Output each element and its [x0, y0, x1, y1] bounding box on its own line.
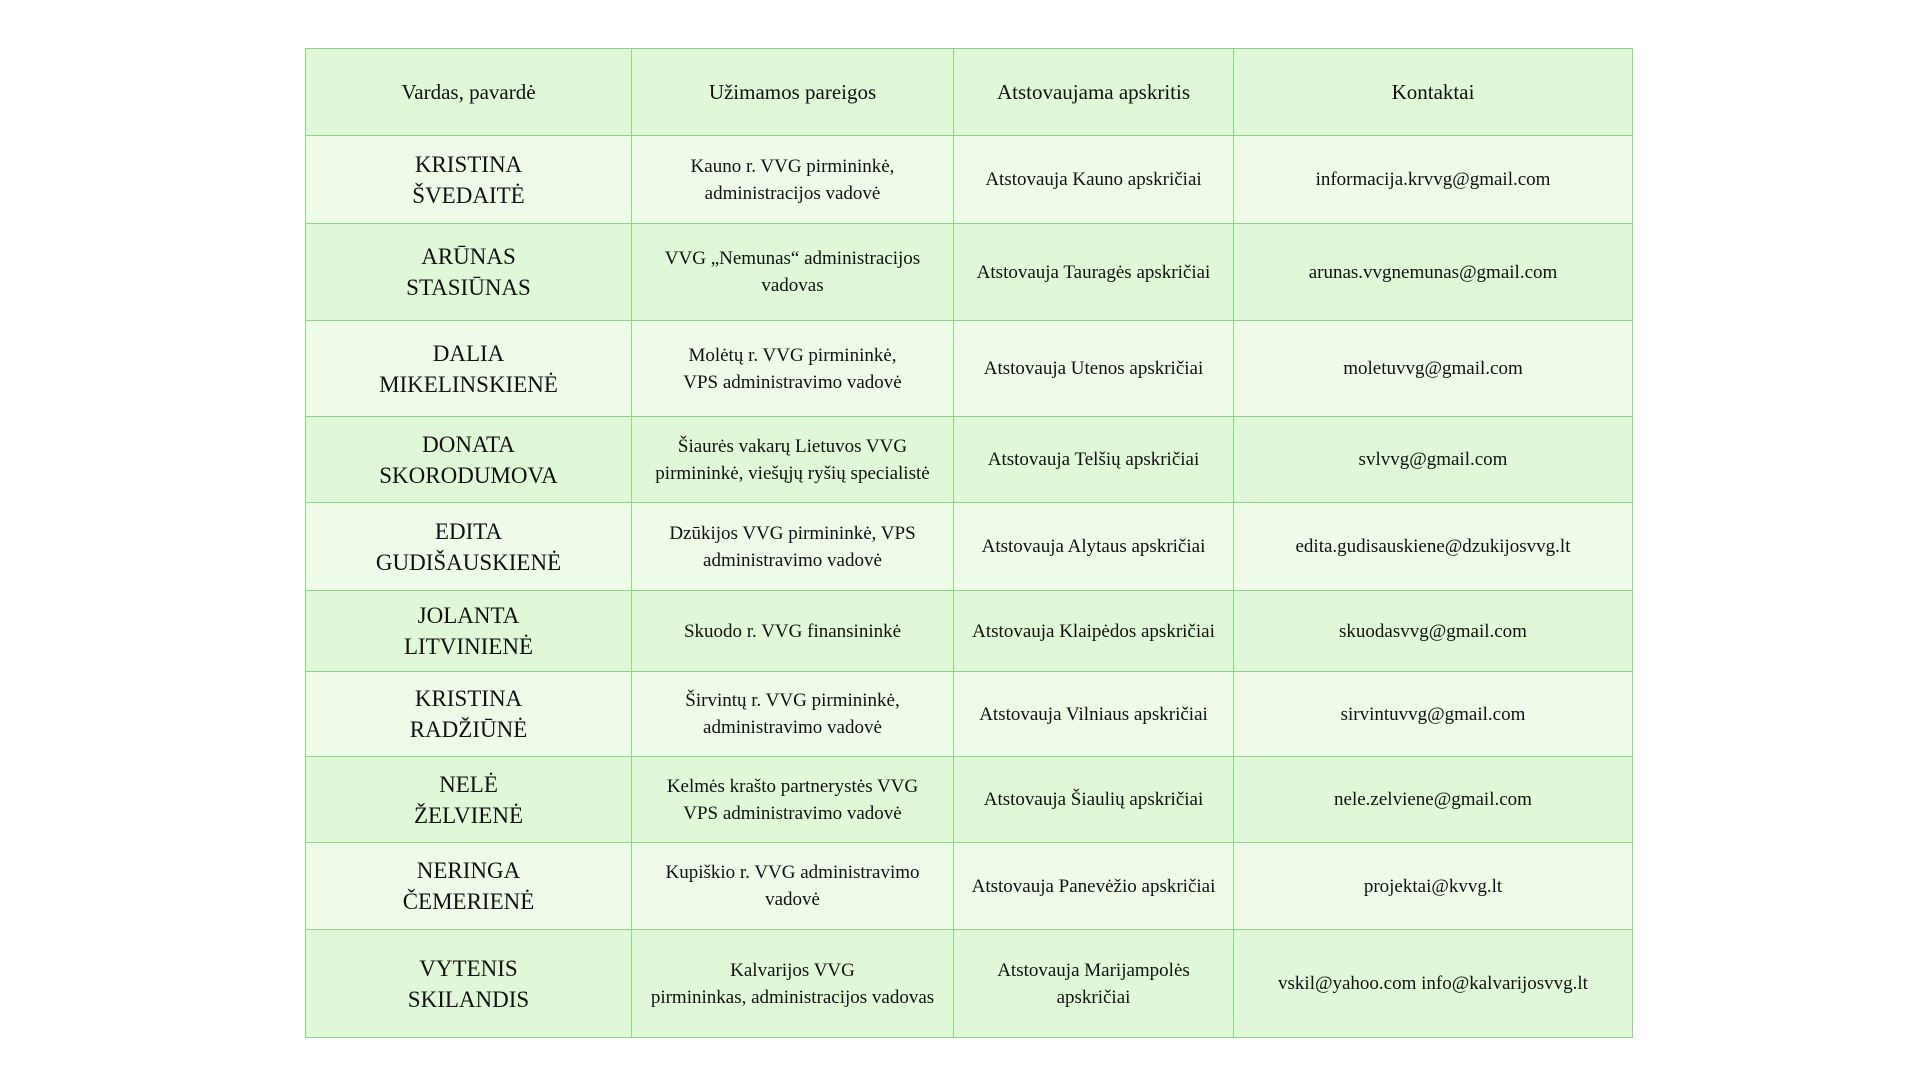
cell-position-line: administravimo vadovė	[703, 717, 882, 738]
cell-region-line: Atstovauja Klaipėdos apskričiai	[972, 620, 1215, 642]
cell-region-line: Atstovauja Alytaus apskričiai	[981, 536, 1206, 557]
cell-name	[306, 224, 632, 321]
cell-name	[306, 136, 632, 224]
table-row	[306, 224, 1633, 321]
cell-position	[632, 672, 954, 757]
cell-position-line: Širvintų r. VVG pirmininkė,	[685, 690, 900, 711]
header-region: Atstovaujama apskritis	[954, 49, 1234, 136]
cell-region	[954, 757, 1234, 843]
cell-name-line: LITVINIENĖ	[403, 634, 533, 659]
cell-name-line: KRISTINA	[414, 151, 523, 177]
cell-name-line: NERINGA	[416, 858, 521, 883]
contacts-table-container	[305, 48, 1632, 1038]
cell-position-line: Kalvarijos VVG	[730, 959, 855, 981]
cell-contact-line[interactable]: moletuvvg@gmail.com	[1343, 358, 1523, 379]
cell-name-line: DALIA	[432, 340, 505, 366]
cell-name	[306, 503, 632, 591]
cell-region-line: Atstovauja Šiaulių apskričiai	[983, 789, 1204, 810]
cell-name-line: VYTENIS	[419, 955, 518, 981]
table-row	[306, 503, 1633, 591]
cell-region	[954, 136, 1234, 224]
cell-contact-line[interactable]: projektai@kvvg.lt	[1363, 875, 1503, 897]
cell-contact[interactable]	[1234, 757, 1633, 843]
cell-position-line: vadovė	[765, 889, 820, 910]
cell-region	[954, 930, 1234, 1038]
table-row	[306, 843, 1633, 930]
cell-position-line: Kauno r. VVG pirmininkė,	[690, 155, 895, 177]
cell-name-line: RADŽIŪNĖ	[409, 717, 528, 742]
cell-contact-line[interactable]: nele.zelviene@gmail.com	[1334, 789, 1532, 810]
cell-position-line: pirmininkas, administracijos vadovas	[650, 986, 935, 1008]
cell-region	[954, 503, 1234, 591]
cell-position-line: VPS administravimo vadovė	[683, 802, 902, 824]
cell-contact[interactable]	[1234, 503, 1633, 591]
table-row	[306, 930, 1633, 1038]
header-contacts: Kontaktai	[1234, 49, 1633, 136]
cell-position-line: VPS administravimo vadovė	[683, 371, 902, 393]
cell-region	[954, 224, 1234, 321]
header-position: Užimamos pareigos	[632, 49, 954, 136]
cell-name	[306, 417, 632, 503]
cell-name-line: NELĖ	[439, 771, 498, 797]
cell-name	[306, 591, 632, 672]
cell-name-line: ARŪNAS	[421, 244, 516, 269]
cell-name-line: STASIŪNAS	[406, 275, 531, 300]
cell-position-line: vadovas	[761, 275, 824, 296]
cell-name	[306, 930, 632, 1038]
cell-name	[306, 672, 632, 757]
cell-region-line: Atstovauja Panevėžio apskričiai	[971, 875, 1216, 897]
contacts-table	[305, 48, 1633, 1038]
cell-region	[954, 591, 1234, 672]
cell-contact[interactable]	[1234, 930, 1633, 1038]
cell-position-line: Molėtų r. VVG pirmininkė,	[688, 344, 897, 366]
cell-region	[954, 843, 1234, 930]
cell-position	[632, 843, 954, 930]
cell-position-line: VVG „Nemunas“ administracijos	[664, 248, 921, 269]
cell-name	[306, 321, 632, 417]
cell-name-line: DONATA	[422, 431, 515, 457]
cell-contact-line[interactable]: arunas.vvgnemunas@gmail.com	[1308, 261, 1558, 283]
cell-position	[632, 136, 954, 224]
cell-region	[954, 672, 1234, 757]
cell-position-line: pirmininkė, viešųjų ryšių specialistė	[655, 462, 930, 484]
cell-region-line: Atstovauja Tauragės apskričiai	[976, 261, 1211, 283]
cell-position-line: Kupiškio r. VVG administravimo	[665, 862, 920, 883]
cell-contact-line[interactable]: svlvvg@gmail.com	[1358, 449, 1508, 470]
cell-region-line: apskričiai	[1056, 986, 1131, 1008]
cell-position	[632, 417, 954, 503]
cell-name-line: KRISTINA	[414, 686, 523, 711]
cell-name-line: SKILANDIS	[407, 986, 530, 1012]
cell-position-line: administravimo vadovė	[703, 549, 882, 571]
cell-position-line: Skuodo r. VVG finansininkė	[683, 620, 902, 642]
cell-contact[interactable]	[1234, 321, 1633, 417]
cell-position	[632, 224, 954, 321]
cell-region	[954, 321, 1234, 417]
cell-name-line: EDITA	[434, 518, 503, 544]
cell-position	[632, 321, 954, 417]
cell-position-line: Kelmės krašto partnerystės VVG	[666, 775, 919, 797]
cell-contact-line[interactable]: informacija.krvvg@gmail.com	[1315, 169, 1551, 190]
cell-name	[306, 843, 632, 930]
cell-position	[632, 757, 954, 843]
cell-contact-line[interactable]: vskil@yahoo.com info@kalvarijosvvg.lt	[1278, 973, 1588, 994]
table-row	[306, 757, 1633, 843]
cell-contact[interactable]	[1234, 672, 1633, 757]
table-row	[306, 591, 1633, 672]
cell-position-line: Dzūkijos VVG pirmininkė, VPS	[669, 522, 916, 544]
cell-position	[632, 591, 954, 672]
table-header-row	[306, 49, 1633, 136]
cell-name-line: ČEMERIENĖ	[402, 889, 535, 914]
cell-position-line: administracijos vadovė	[704, 182, 881, 204]
cell-name-line: MIKELINSKIENĖ	[379, 371, 558, 397]
cell-contact[interactable]	[1234, 591, 1633, 672]
cell-contact[interactable]	[1234, 136, 1633, 224]
cell-name-line: SKORODUMOVA	[379, 462, 558, 488]
cell-name-line: GUDIŠAUSKIENĖ	[375, 549, 562, 575]
table-row	[306, 672, 1633, 757]
header-name: Vardas, pavardė	[306, 49, 632, 136]
cell-contact[interactable]	[1234, 417, 1633, 503]
table-row	[306, 321, 1633, 417]
cell-region	[954, 417, 1234, 503]
cell-region-line: Atstovauja Kauno apskričiai	[985, 169, 1202, 190]
cell-position	[632, 930, 954, 1038]
cell-name	[306, 757, 632, 843]
cell-region-line: Atstovauja Utenos apskričiai	[983, 358, 1204, 379]
cell-position	[632, 503, 954, 591]
cell-contact-line[interactable]: sirvintuvvg@gmail.com	[1340, 703, 1526, 725]
cell-name-line: ŠVEDAITĖ	[412, 182, 525, 208]
cell-contact[interactable]	[1234, 224, 1633, 321]
table-body	[306, 136, 1633, 1038]
cell-region-line: Atstovauja Telšių apskričiai	[987, 449, 1200, 470]
cell-name-line: ŽELVIENĖ	[413, 802, 523, 828]
cell-region-line: Atstovauja Vilniaus apskričiai	[979, 703, 1208, 725]
cell-contact-line[interactable]: skuodasvvg@gmail.com	[1339, 620, 1527, 642]
table-row	[306, 417, 1633, 503]
cell-contact-line[interactable]: edita.gudisauskiene@dzukijosvvg.lt	[1295, 536, 1571, 557]
cell-region-line: Atstovauja Marijampolės	[997, 959, 1190, 981]
cell-contact[interactable]	[1234, 843, 1633, 930]
cell-name-line: JOLANTA	[417, 603, 520, 628]
table-row	[306, 136, 1633, 224]
cell-position-line: Šiaurės vakarų Lietuvos VVG	[677, 435, 908, 457]
